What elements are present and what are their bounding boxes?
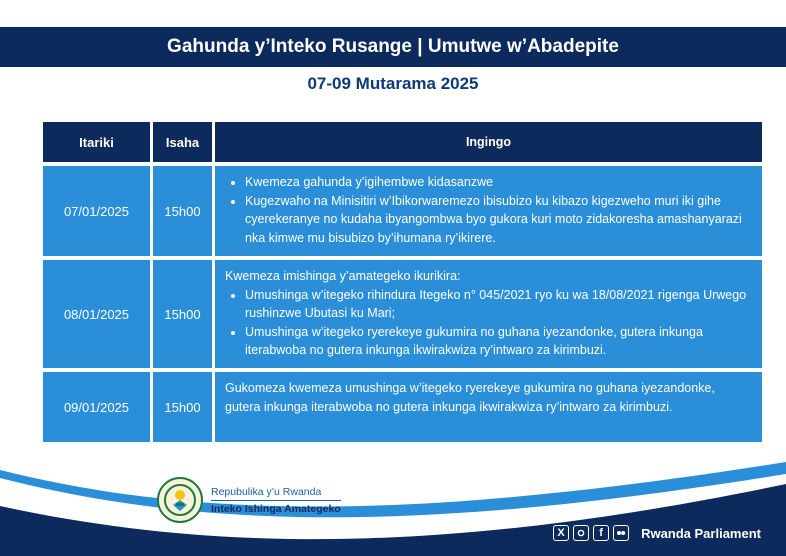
logo-line-parliament: Inteko Ishinga Amategeko: [211, 502, 341, 515]
schedule-table: [43, 122, 762, 446]
coat-of-arms-icon: [157, 477, 203, 523]
table-header-row: [43, 122, 762, 162]
date-range: 07-09 Mutarama 2025: [307, 74, 479, 93]
agenda-list: [225, 173, 752, 247]
agenda-intro: Kwemeza imishinga y’amategeko ikurikira:: [225, 269, 461, 283]
row-date: 07/01/2025: [43, 166, 150, 256]
row-agenda: [215, 372, 762, 442]
row-time: 15h00: [153, 372, 212, 442]
table-row: [43, 372, 762, 442]
agenda-intro: Gukomeza kwemeza umushinga w’itegeko ryerekeye gukumira no guhana iyezandonke, gutera inkunga iterabwoba no gutera inkunga ikwirakwiza ry’intwaro za kirimbuzi.: [225, 381, 715, 414]
agenda-item: • Kugezwaho na Minisitiri w’Ibikorwaremezo ibisubizo ku kibazo kigezweho muri iki gihe cyerekeranye no kudaha ibyangombwa byo gukora kuri moto zidakoresha amashanyarazi nka kimwe mu bisubizo by’ihumana ry’ikirere.: [245, 192, 752, 248]
table-row: [43, 260, 762, 368]
agenda-list: [225, 286, 752, 360]
social-links: [553, 525, 761, 541]
brand-name: Rwanda Parliament: [641, 525, 761, 541]
x-icon[interactable]: X: [553, 525, 569, 541]
row-date: 09/01/2025: [43, 372, 150, 442]
parliament-logo: [157, 477, 341, 523]
row-time: 15h00: [153, 260, 212, 368]
title-bar: [0, 27, 786, 67]
facebook-icon[interactable]: f: [593, 525, 609, 541]
page-title: Gahunda y’Inteko Rusange | Umutwe w’Abadepite: [167, 36, 619, 57]
table-row: [43, 166, 762, 256]
agenda-item: • Umushinga w’itegeko rihindura Itegeko n° 045/2021 ryo ku wa 18/08/2021 rigenga Urwego rushinzwe Ubutasi ku Mari;: [245, 286, 752, 323]
flickr-icon[interactable]: [613, 525, 629, 541]
agenda-item: • Umushinga w’itegeko ryerekeye gukumira no guhana iyezandonke, gutera inkunga iterabwoba no gutera inkunga ikwirakwiza ry’intwaro za kirimbuzi.: [245, 323, 752, 360]
logo-line-republic: Repubulika y’u Rwanda: [211, 486, 341, 501]
row-agenda: [215, 260, 762, 368]
column-header-date: Itariki: [43, 122, 150, 162]
column-header-agenda: Ingingo: [215, 122, 762, 162]
footer-wave: [0, 460, 786, 556]
row-agenda: [215, 166, 762, 256]
agenda-item: • Kwemeza gahunda y’igihembwe kidasanzwe: [245, 173, 752, 192]
instagram-icon[interactable]: [573, 525, 589, 541]
row-date: 08/01/2025: [43, 260, 150, 368]
row-time: 15h00: [153, 166, 212, 256]
column-header-time: Isaha: [153, 122, 212, 162]
